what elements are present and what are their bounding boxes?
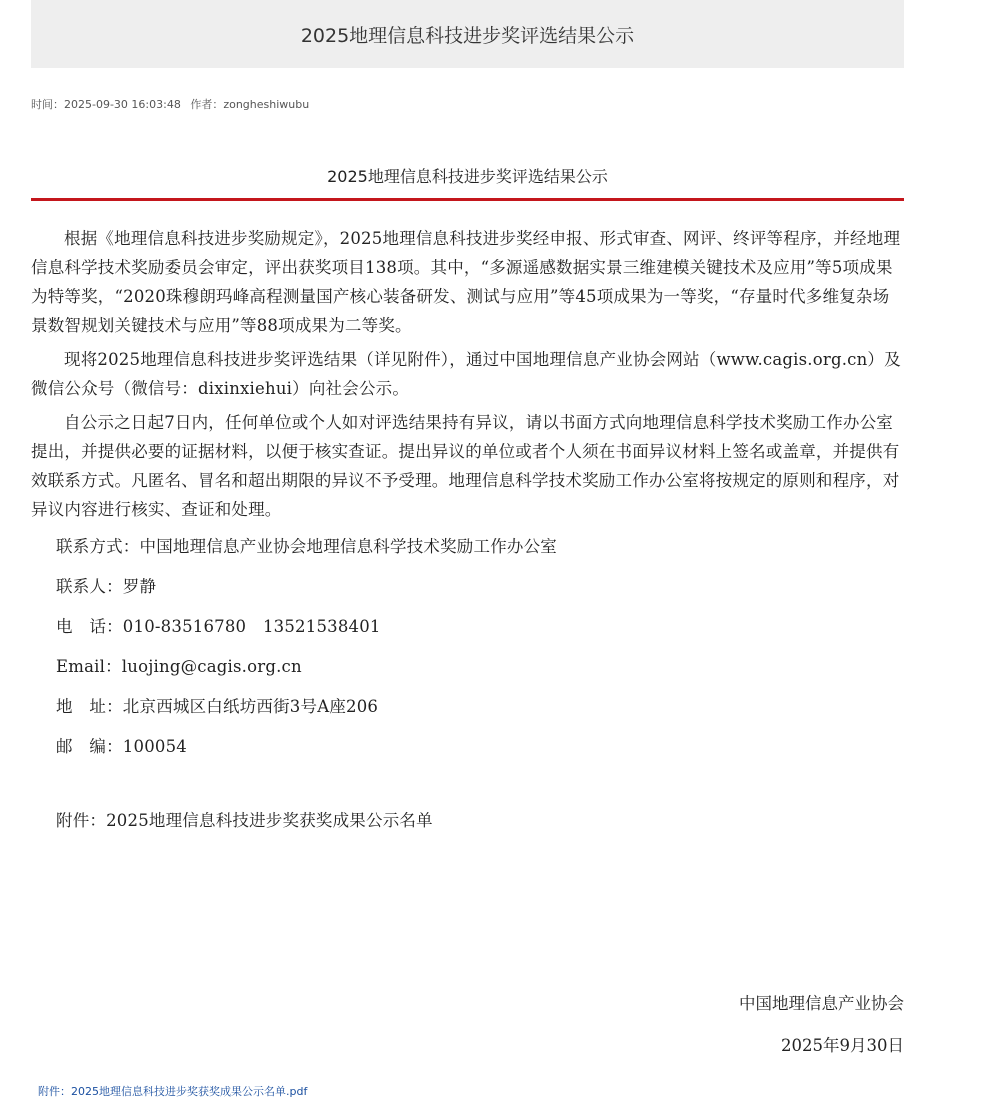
attachment-download [38,1083,307,1099]
contact-address: 地 址：北京西城区白纸坊西街3号A座206 [56,697,379,716]
article-body [31,224,904,835]
attachment-prefix: 附件： [38,1085,71,1098]
contact-person: 联系人：罗静 [56,577,157,596]
attachment-note: 附件：2025地理信息科技进步奖获奖成果公示名单 [56,811,433,830]
attachment-pdf-link[interactable]: 2025地理信息科技进步奖获奖成果公示名单.pdf [71,1085,308,1098]
paragraph-1: 根据《地理信息科技进步奖励规定》，2025地理信息科技进步奖经申报、形式审查、网评、终评等程序，并经地理信息科学技术奖励委员会审定，评出获奖项目138项。其中，“多源遥感数据实景三维建模关键技术及应用”等5项成果为特等奖，“2020珠穆朗玛峰高程测量国产核心装备研发、测试与应用”等45项成果为一等奖，“存量时代多维复杂场景数智规划关键技术与应用”等88项成果为二等奖。 [31,229,901,335]
publish-time: 时间：2025-09-30 16:03:48 [31,98,181,111]
author: 作者：zongheshiwubu [190,98,310,111]
signature-block [739,990,904,1074]
title-divider [31,198,904,201]
contact-email: Email：luojing@cagis.org.cn [56,657,302,676]
page-title: 2025地理信息科技进步奖评选结果公示 [300,24,635,47]
signature-org: 中国地理信息产业协会 [739,994,904,1013]
contact-postcode: 邮 编：100054 [56,737,187,756]
page-title-bar [31,0,904,68]
contact-method: 联系方式：中国地理信息产业协会地理信息科学技术奖励工作办公室 [56,537,557,556]
paragraph-2: 现将2025地理信息科技进步奖评选结果（详见附件），通过中国地理信息产业协会网站（www.cagis.org.cn）及微信公众号（微信号：dixinxiehui）向社会公示。 [31,350,901,398]
contact-phone: 电 话：010-83516780 13521538401 [56,617,381,636]
article-title: 2025地理信息科技进步奖评选结果公示 [327,167,608,186]
paragraph-3: 自公示之日起7日内，任何单位或个人如对评选结果持有异议，请以书面方式向地理信息科学技术奖励工作办公室提出，并提供必要的证据材料，以便于核实查证。提出异议的单位或者个人须在书面异议材料上签名或盖章，并提供有效联系方式。凡匿名、冒名和超出期限的异议不予受理。地理信息科学技术奖励工作办公室将按规定的原则和程序，对异议内容进行核实、查证和处理。 [31,413,900,519]
signature-date: 2025年9月30日 [781,1036,904,1055]
article-meta [31,96,315,112]
